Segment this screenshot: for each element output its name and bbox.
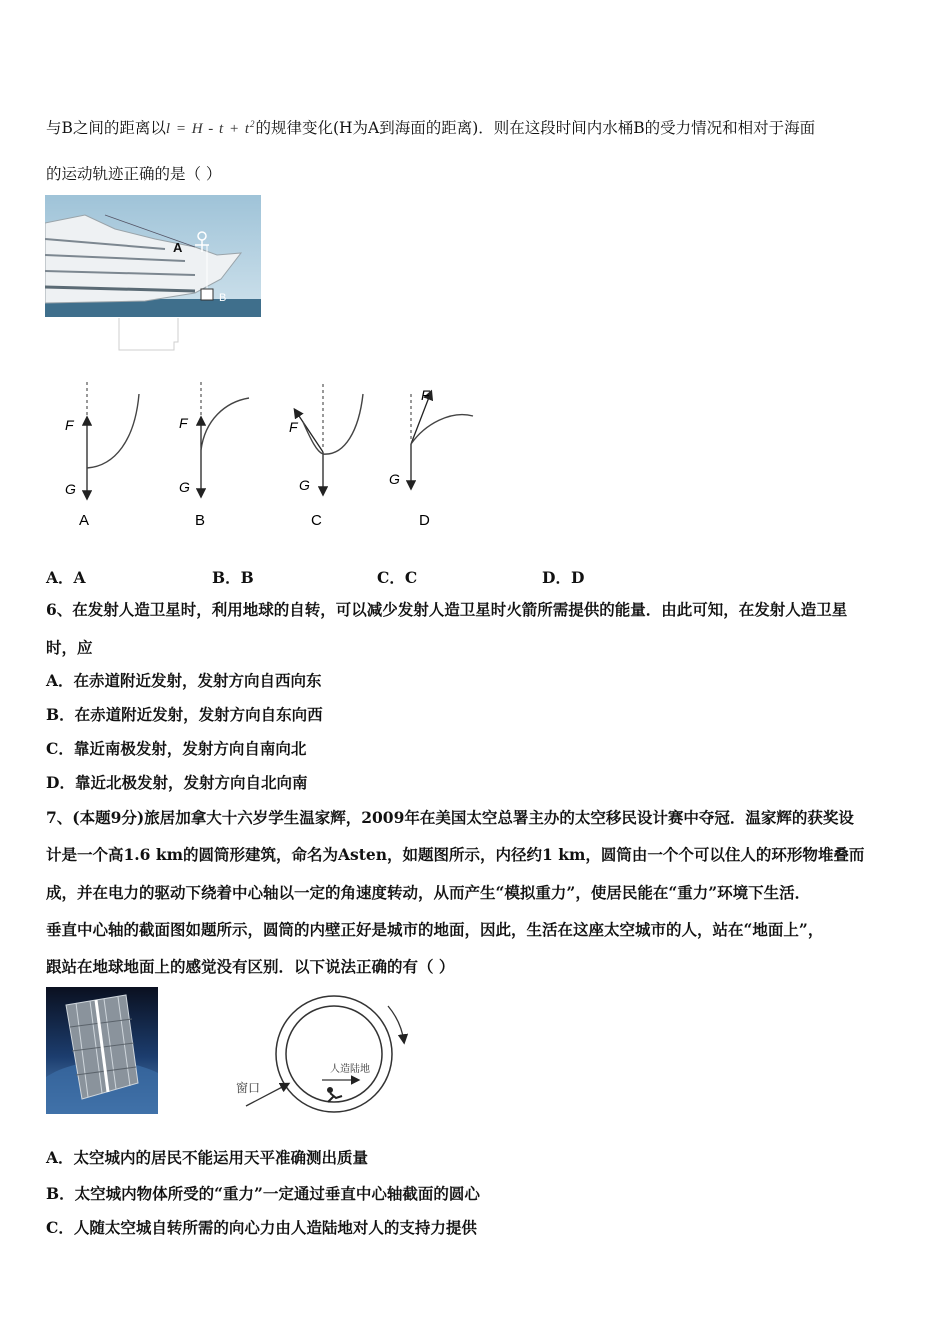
q7-line-3: 成，并在电力的驱动下绕着中心轴以一定的角速度转动，从而产生“模拟重力”，使居民能在“重力”环境下生活． bbox=[46, 883, 811, 902]
q5-line1-post: 的规律变化(H为A到海面的距离)．则在这段时间内水桶B的受力情况和相对于海面 bbox=[255, 119, 816, 137]
graph-c bbox=[289, 384, 363, 529]
q7-line-2: 计是一个高1.6 km的圆筒形建筑，命名为Asten，如题图所示，内径约1 km，圆筒由一个个可以住人的环形物堆叠而 bbox=[46, 845, 865, 864]
graph-b bbox=[179, 382, 249, 529]
ship-label-a: A bbox=[173, 240, 183, 255]
q7-line-5: 跟站在地球地面上的感觉没有区别．以下说法正确的有（ ） bbox=[46, 957, 455, 976]
space-city-image bbox=[46, 987, 158, 1114]
graph-d-f-label: F bbox=[421, 387, 430, 403]
q7-option-a[interactable]: A．太空城内的居民不能运用天平准确测出质量 bbox=[46, 1148, 369, 1167]
q5-line1-pre: 与B之间的距离以 bbox=[46, 119, 166, 137]
ground-label: 人造陆地 bbox=[330, 1064, 370, 1075]
q5-option-b[interactable]: B．B bbox=[212, 568, 254, 587]
q7-line-1: 7、(本题9分)旅居加拿大十六岁学生温家辉，2009年在美国太空总署主办的太空移民设计赛中夺冠．温家辉的获奖设 bbox=[46, 808, 854, 827]
ship-label-b: B bbox=[219, 292, 227, 304]
graph-a-caption: A bbox=[79, 512, 90, 529]
graph-b-g-label: G bbox=[179, 479, 190, 495]
ship-image bbox=[45, 195, 261, 317]
cross-section-diagram bbox=[230, 992, 420, 1116]
q6-line-1: 6、在发射人造卫星时，利用地球的自转，可以减少发射人造卫星时火箭所需提供的能量．由此可知，在发射人造卫星 bbox=[46, 600, 848, 619]
q7-option-c[interactable]: C．人随太空城自转所需的向心力由人造陆地对人的支持力提供 bbox=[46, 1218, 477, 1237]
q5-option-c[interactable]: C．C bbox=[377, 568, 418, 587]
q5-formula: $l = H - t + t^2$ bbox=[165, 119, 256, 137]
q5-option-d[interactable]: D．D bbox=[542, 568, 585, 587]
graph-b-caption: B bbox=[195, 512, 206, 529]
graph-a-g-label: G bbox=[65, 481, 76, 497]
q6-option-d[interactable]: D．靠近北极发射，发射方向自北向南 bbox=[46, 773, 308, 792]
q6-option-b[interactable]: B．在赤道附近发射，发射方向自东向西 bbox=[46, 705, 323, 724]
q6-line-2: 时，应 bbox=[46, 638, 93, 657]
q5-line-2: 的运动轨迹正确的是（ ） bbox=[46, 165, 222, 183]
q6-option-a[interactable]: A．在赤道附近发射，发射方向自西向东 bbox=[46, 671, 322, 690]
graph-c-caption: C bbox=[311, 512, 322, 529]
q7-option-b[interactable]: B．太空城内物体所受的“重力”一定通过垂直中心轴截面的圆心 bbox=[46, 1184, 480, 1203]
force-graphs bbox=[55, 380, 485, 530]
graph-a bbox=[65, 382, 139, 529]
q5-line-1 bbox=[46, 114, 815, 139]
q7-line-4: 垂直中心轴的截面图如题所示，圆筒的内壁正好是城市的地面，因此，生活在这座太空城市的人，站在“地面上”， bbox=[46, 920, 824, 939]
ship-crop-frame bbox=[118, 318, 180, 352]
graph-d bbox=[389, 387, 473, 529]
graph-c-f-label: F bbox=[289, 419, 298, 435]
graph-d-caption: D bbox=[419, 512, 430, 529]
graph-a-f-label: F bbox=[65, 417, 74, 433]
q5-option-a[interactable]: A．A bbox=[46, 568, 86, 587]
q6-option-c[interactable]: C．靠近南极发射，发射方向自南向北 bbox=[46, 739, 307, 758]
graph-c-g-label: G bbox=[299, 477, 310, 493]
window-label: 窗口 bbox=[236, 1081, 261, 1095]
graph-d-g-label: G bbox=[389, 471, 400, 487]
graph-b-f-label: F bbox=[179, 415, 188, 431]
